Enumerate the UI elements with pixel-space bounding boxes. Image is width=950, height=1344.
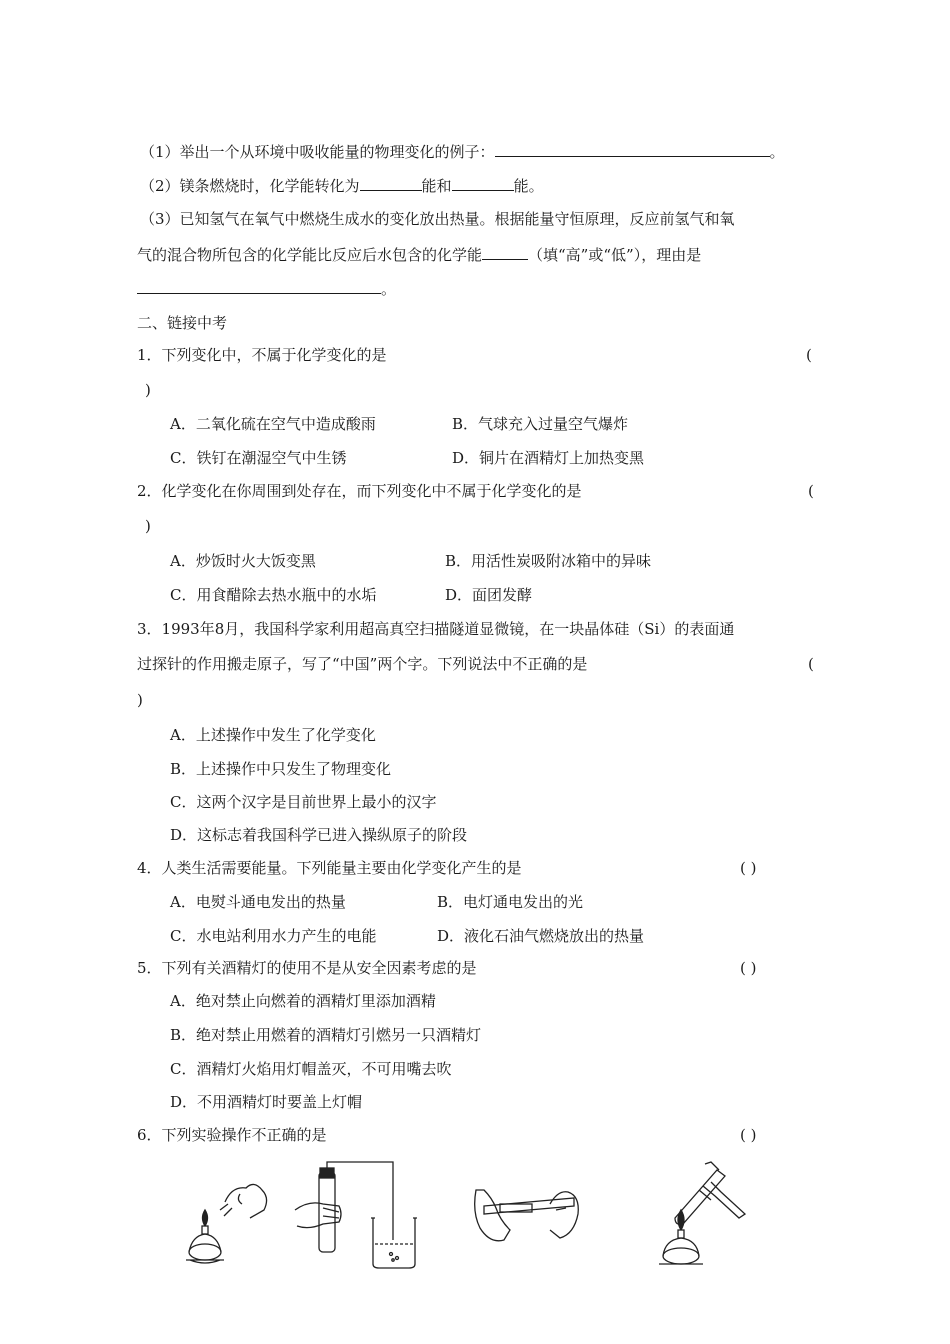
alcohol-lamp-lighting-image: [180, 1160, 275, 1270]
answer-paren-open: (: [808, 482, 814, 500]
option-a[interactable]: A．上述操作中发生了化学变化: [170, 726, 376, 744]
answer-paren-open: (: [808, 655, 814, 673]
option-d[interactable]: D．液化石油气燃烧放出的热量: [437, 927, 645, 945]
connect-tube-image: [470, 1160, 585, 1270]
intro-q1: （1）举出一个从环境中吸收能量的物理变化的例子： 。: [140, 143, 785, 161]
option-b[interactable]: B．气球充入过量空气爆炸: [452, 415, 629, 433]
option-d[interactable]: D．面团发酵: [445, 586, 533, 604]
answer-blank[interactable]: [137, 278, 381, 294]
answer-blank[interactable]: [495, 141, 770, 157]
option-a[interactable]: A．电熨斗通电发出的热量: [170, 893, 346, 911]
question-6-illustrations: [180, 1160, 760, 1270]
question-6-stem: 6．下列实验操作不正确的是: [137, 1126, 327, 1144]
answer-paren: ( ): [740, 959, 757, 977]
question-4-stem: 4．人类生活需要能量。下列能量主要由化学变化产生的是: [137, 859, 522, 877]
question-3-stem-line1: 3．1993年8月，我国科学家利用超高真空扫描隧道显微镜，在一块晶体硅（Si）的表面通: [137, 620, 735, 638]
option-a[interactable]: A．炒饭时火大饭变黑: [170, 552, 316, 570]
option-c[interactable]: C．铁钉在潮湿空气中生锈: [170, 449, 347, 467]
intro-q3-line2: 气的混合物所包含的化学能比反应后水包含的化学能 （填“高”或“低”），理由是: [137, 246, 702, 264]
answer-paren-open: (: [806, 346, 812, 364]
question-5-stem: 5．下列有关酒精灯的使用不是从安全因素考虑的是: [137, 959, 477, 977]
answer-blank[interactable]: [482, 244, 528, 260]
option-b[interactable]: B．绝对禁止用燃着的酒精灯引燃另一只酒精灯: [170, 1026, 482, 1044]
option-b[interactable]: B．上述操作中只发生了物理变化: [170, 760, 392, 778]
question-2-stem: 2．化学变化在你周围到处存在，而下列变化中不属于化学变化的是: [137, 482, 582, 500]
option-d[interactable]: D．这标志着我国科学已进入操纵原子的阶段: [170, 826, 468, 844]
option-c[interactable]: C．用食醋除去热水瓶中的水垢: [170, 586, 377, 604]
answer-blank[interactable]: [452, 175, 514, 191]
option-b[interactable]: B．电灯通电发出的光: [437, 893, 584, 911]
intro-q3-line3: 。: [137, 278, 396, 299]
answer-paren-close: ): [137, 691, 143, 709]
option-a[interactable]: A．绝对禁止向燃着的酒精灯里添加酒精: [170, 992, 436, 1010]
question-3-stem-line2: 过探针的作用搬走原子，写了“中国”两个字。下列说法中不正确的是: [137, 655, 588, 673]
question-1-stem: 1．下列变化中，不属于化学变化的是: [137, 346, 387, 364]
option-b[interactable]: B．用活性炭吸附冰箱中的异味: [445, 552, 652, 570]
section-heading: 二、链接中考: [137, 314, 228, 332]
option-a[interactable]: A．二氧化硫在空气中造成酸雨: [170, 415, 376, 433]
option-c[interactable]: C．酒精灯火焰用灯帽盖灭，不可用嘴去吹: [170, 1060, 452, 1078]
option-c[interactable]: C．水电站利用水力产生的电能: [170, 927, 377, 945]
option-c[interactable]: C．这两个汉字是目前世界上最小的汉字: [170, 793, 437, 811]
heating-test-tube-image: [645, 1160, 760, 1270]
option-d[interactable]: D．铜片在酒精灯上加热变黑: [452, 449, 645, 467]
answer-paren-close: ): [145, 517, 151, 535]
option-d[interactable]: D．不用酒精灯时要盖上灯帽: [170, 1093, 363, 1111]
answer-paren-close: ): [145, 381, 151, 399]
answer-paren: ( ): [740, 859, 757, 877]
airtightness-check-image: [293, 1160, 423, 1270]
answer-paren: ( ): [740, 1126, 757, 1144]
intro-q3-line1: （3）已知氢气在氧气中燃烧生成水的变化放出热量。根据能量守恒原理，反应前氢气和氧: [140, 210, 735, 228]
answer-blank[interactable]: [360, 175, 422, 191]
intro-q2: （2）镁条燃烧时，化学能转化为 能和 能。: [140, 177, 544, 195]
